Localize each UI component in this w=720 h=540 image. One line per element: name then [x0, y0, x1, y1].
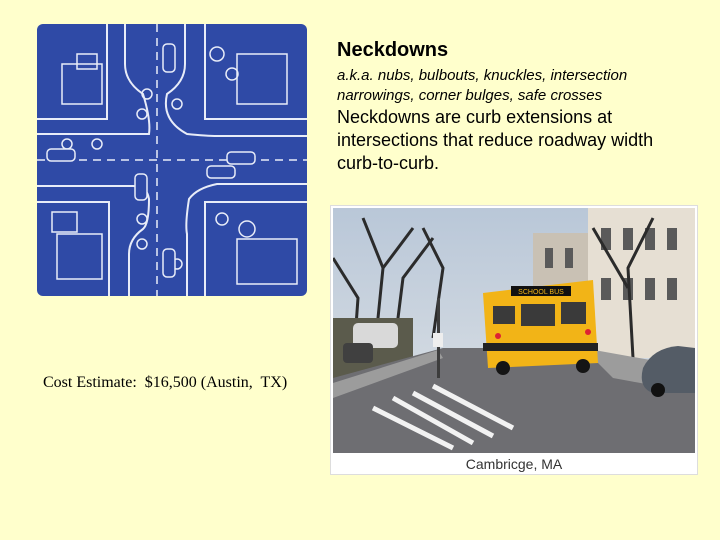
slide-title: Neckdowns: [337, 39, 449, 61]
photo-caption: Cambricge, MA: [465, 456, 563, 472]
street-photo: [330, 205, 698, 475]
aka-subtitle: a.k.a. nubs, bulbouts, knuckles, intersection narrowings, corner bulges, safe crosses: [337, 67, 628, 104]
description-text: Neckdowns are curb extensions at intersections that reduce roadway width curb-to-curb.: [337, 107, 654, 173]
neckdown-diagram: [37, 24, 307, 296]
cost-estimate: Cost Estimate: $16,500 (Austin, TX): [43, 374, 288, 391]
bus-sign: SCHOOL BUS: [518, 289, 564, 296]
